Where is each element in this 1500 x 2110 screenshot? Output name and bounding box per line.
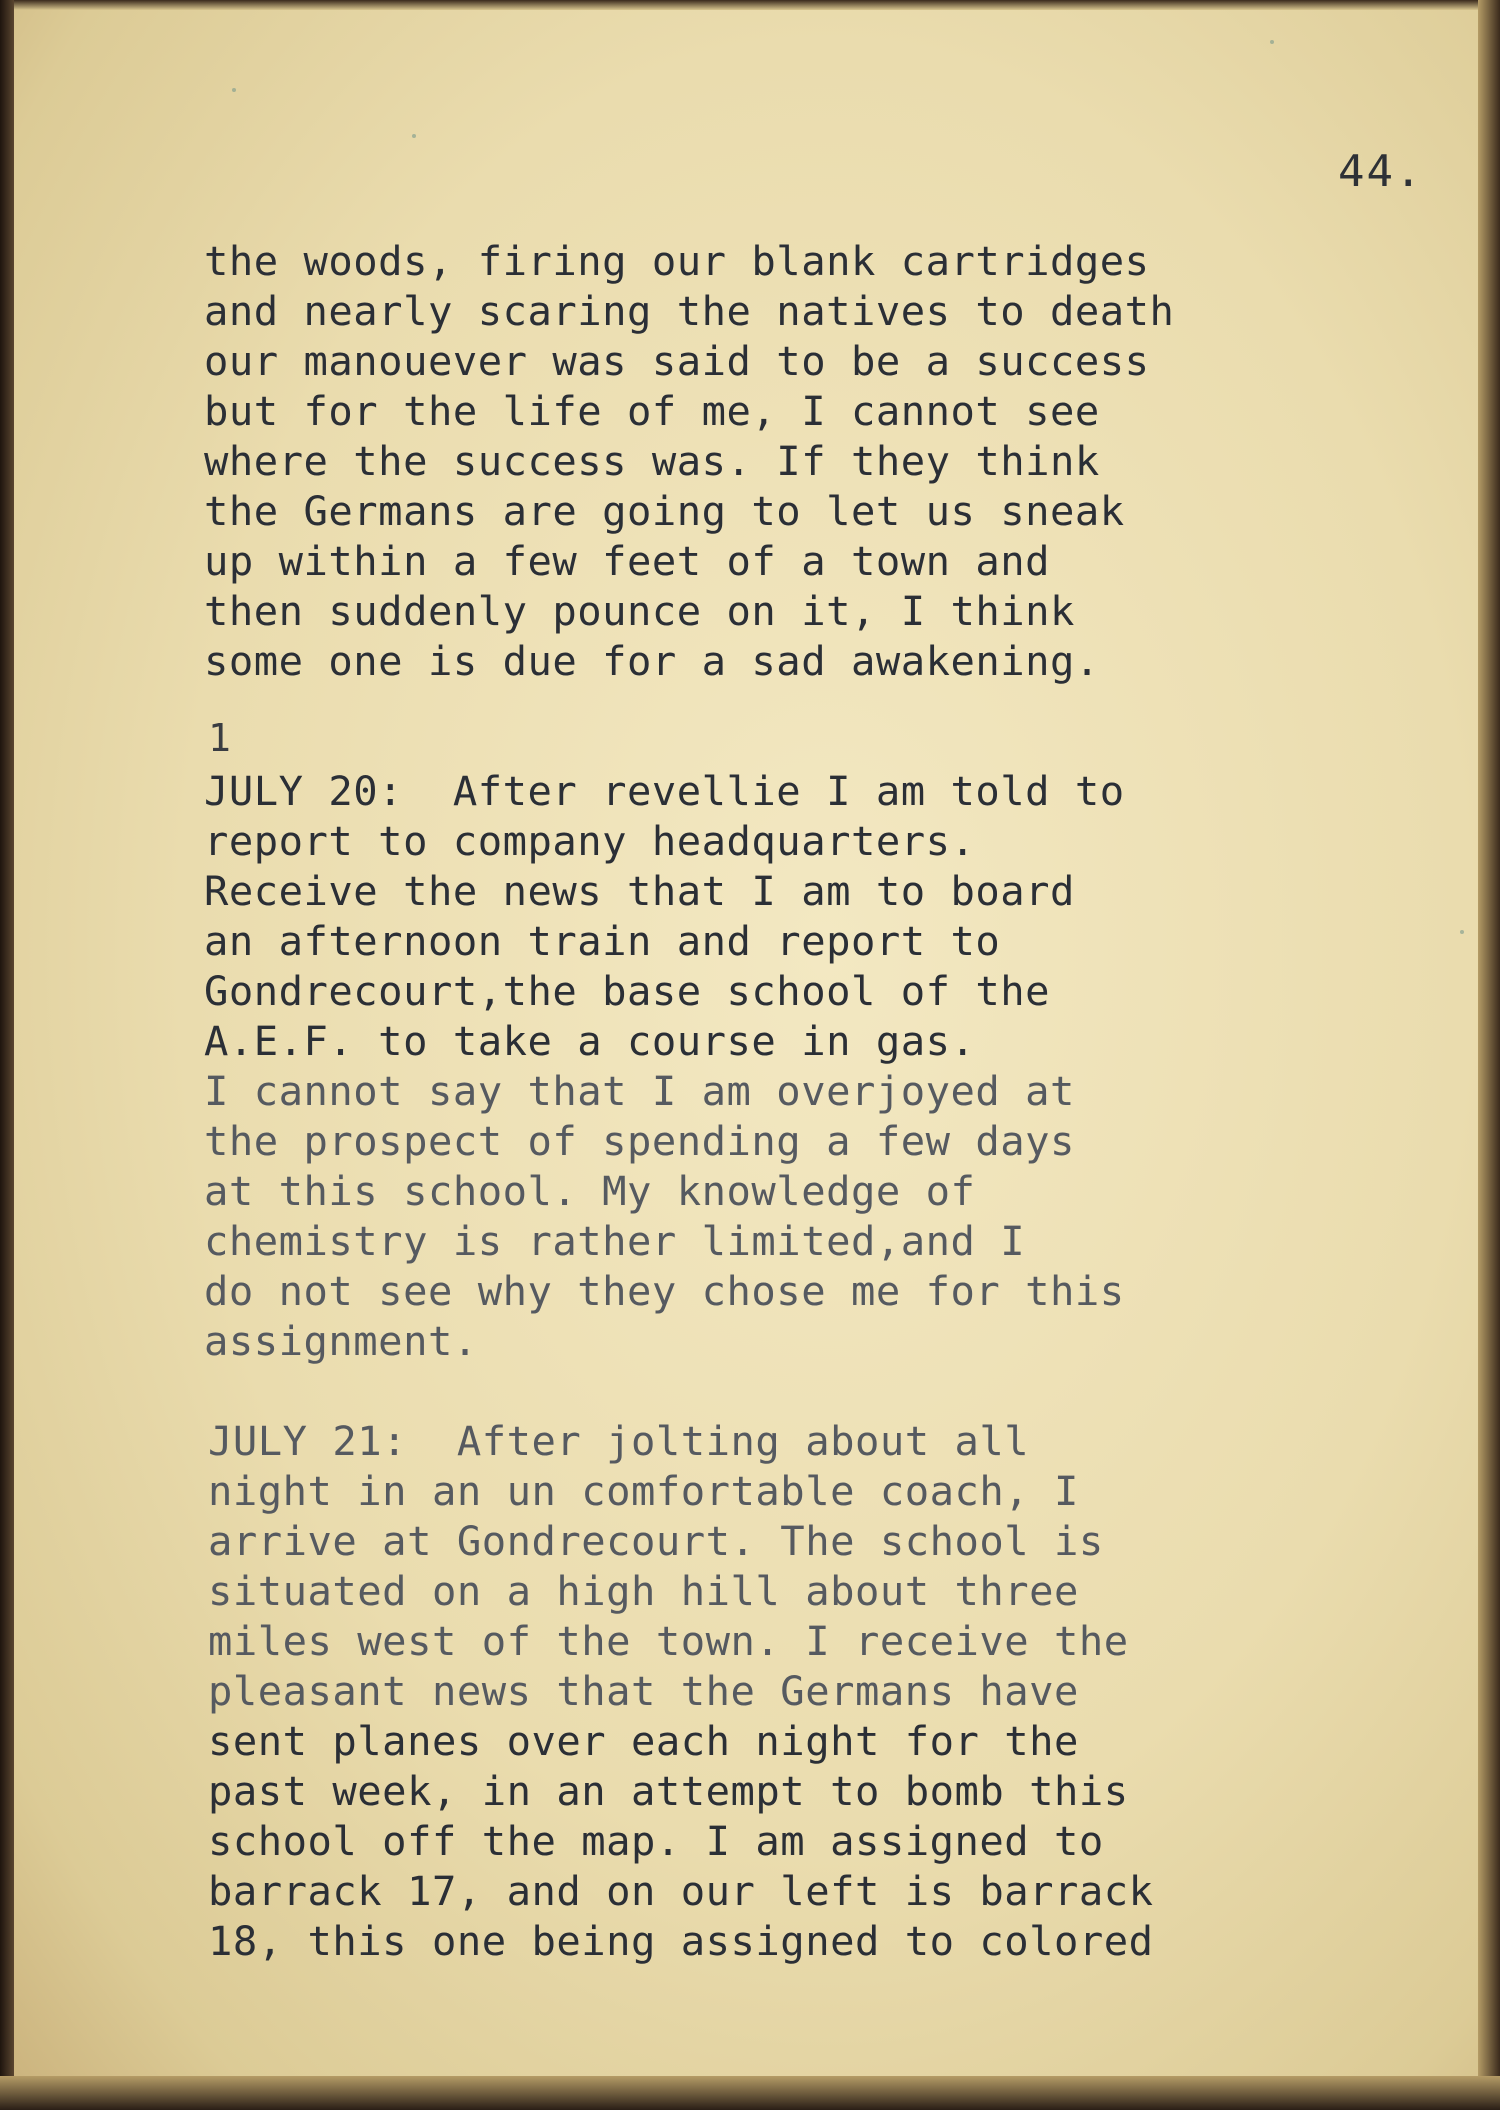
text-line: A.E.F. to take a course in gas. <box>204 1017 976 1065</box>
entry-heading-line: JULY 21: After jolting about all <box>208 1417 1030 1465</box>
diary-entry-july-21 <box>208 1416 1154 1966</box>
page-number: 44. <box>1338 146 1424 197</box>
text-line: Receive the news that I am to board <box>204 867 1075 915</box>
text-line: do not see why they chose me for this <box>204 1267 1125 1315</box>
text-line: chemistry is rather limited,and I <box>204 1217 1026 1265</box>
text-line: I cannot say that I am overjoyed at <box>204 1067 1075 1115</box>
text-line: an afternoon train and report to <box>204 917 1001 965</box>
text-line: school off the map. I am assigned to <box>208 1817 1104 1865</box>
entry-heading-line: JULY 20: After revellie I am told to <box>204 767 1125 815</box>
text-line: sent planes over each night for the <box>208 1717 1079 1765</box>
paragraph-continuation <box>204 236 1174 686</box>
text-line: situated on a high hill about three <box>208 1567 1079 1615</box>
text-line: and nearly scaring the natives to death <box>204 287 1175 335</box>
page-right-edge <box>1478 0 1500 2110</box>
text-line: some one is due for a sad awakening. <box>204 637 1100 685</box>
diary-entry-july-20 <box>204 766 1125 1366</box>
page-top-edge <box>0 0 1500 10</box>
paper-speck <box>1460 930 1464 934</box>
text-line: miles west of the town. I receive the <box>208 1617 1129 1665</box>
text-line: at this school. My knowledge of <box>204 1167 976 1215</box>
paper-speck <box>232 88 236 92</box>
paper-speck <box>412 134 416 138</box>
text-line: assignment. <box>204 1317 478 1365</box>
text-line: the prospect of spending a few days <box>204 1117 1075 1165</box>
text-line: up within a few feet of a town and <box>204 537 1051 585</box>
text-line: the woods, firing our blank cartridges <box>204 237 1150 285</box>
text-line: barrack 17, and on our left is barrack <box>208 1867 1154 1915</box>
text-line: where the success was. If they think <box>204 437 1100 485</box>
text-line: pleasant news that the Germans have <box>208 1667 1079 1715</box>
paper-speck <box>1270 40 1274 44</box>
text-line: but for the life of me, I cannot see <box>204 387 1100 435</box>
page-bottom-edge <box>0 2076 1500 2110</box>
text-line: Gondrecourt,the base school of the <box>204 967 1051 1015</box>
text-line: past week, in an attempt to bomb this <box>208 1767 1129 1815</box>
text-line: the Germans are going to let us sneak <box>204 487 1125 535</box>
text-line: then suddenly pounce on it, I think <box>204 587 1075 635</box>
text-line: 18, this one being assigned to colored <box>208 1917 1154 1965</box>
text-line: report to company headquarters. <box>204 817 976 865</box>
text-line: arrive at Gondrecourt. The school is <box>208 1517 1104 1565</box>
marginal-note: 1 <box>208 716 231 760</box>
page-binding-edge <box>0 0 14 2110</box>
text-line: night in an un comfortable coach, I <box>208 1467 1079 1515</box>
text-line: our manouever was said to be a success <box>204 337 1150 385</box>
